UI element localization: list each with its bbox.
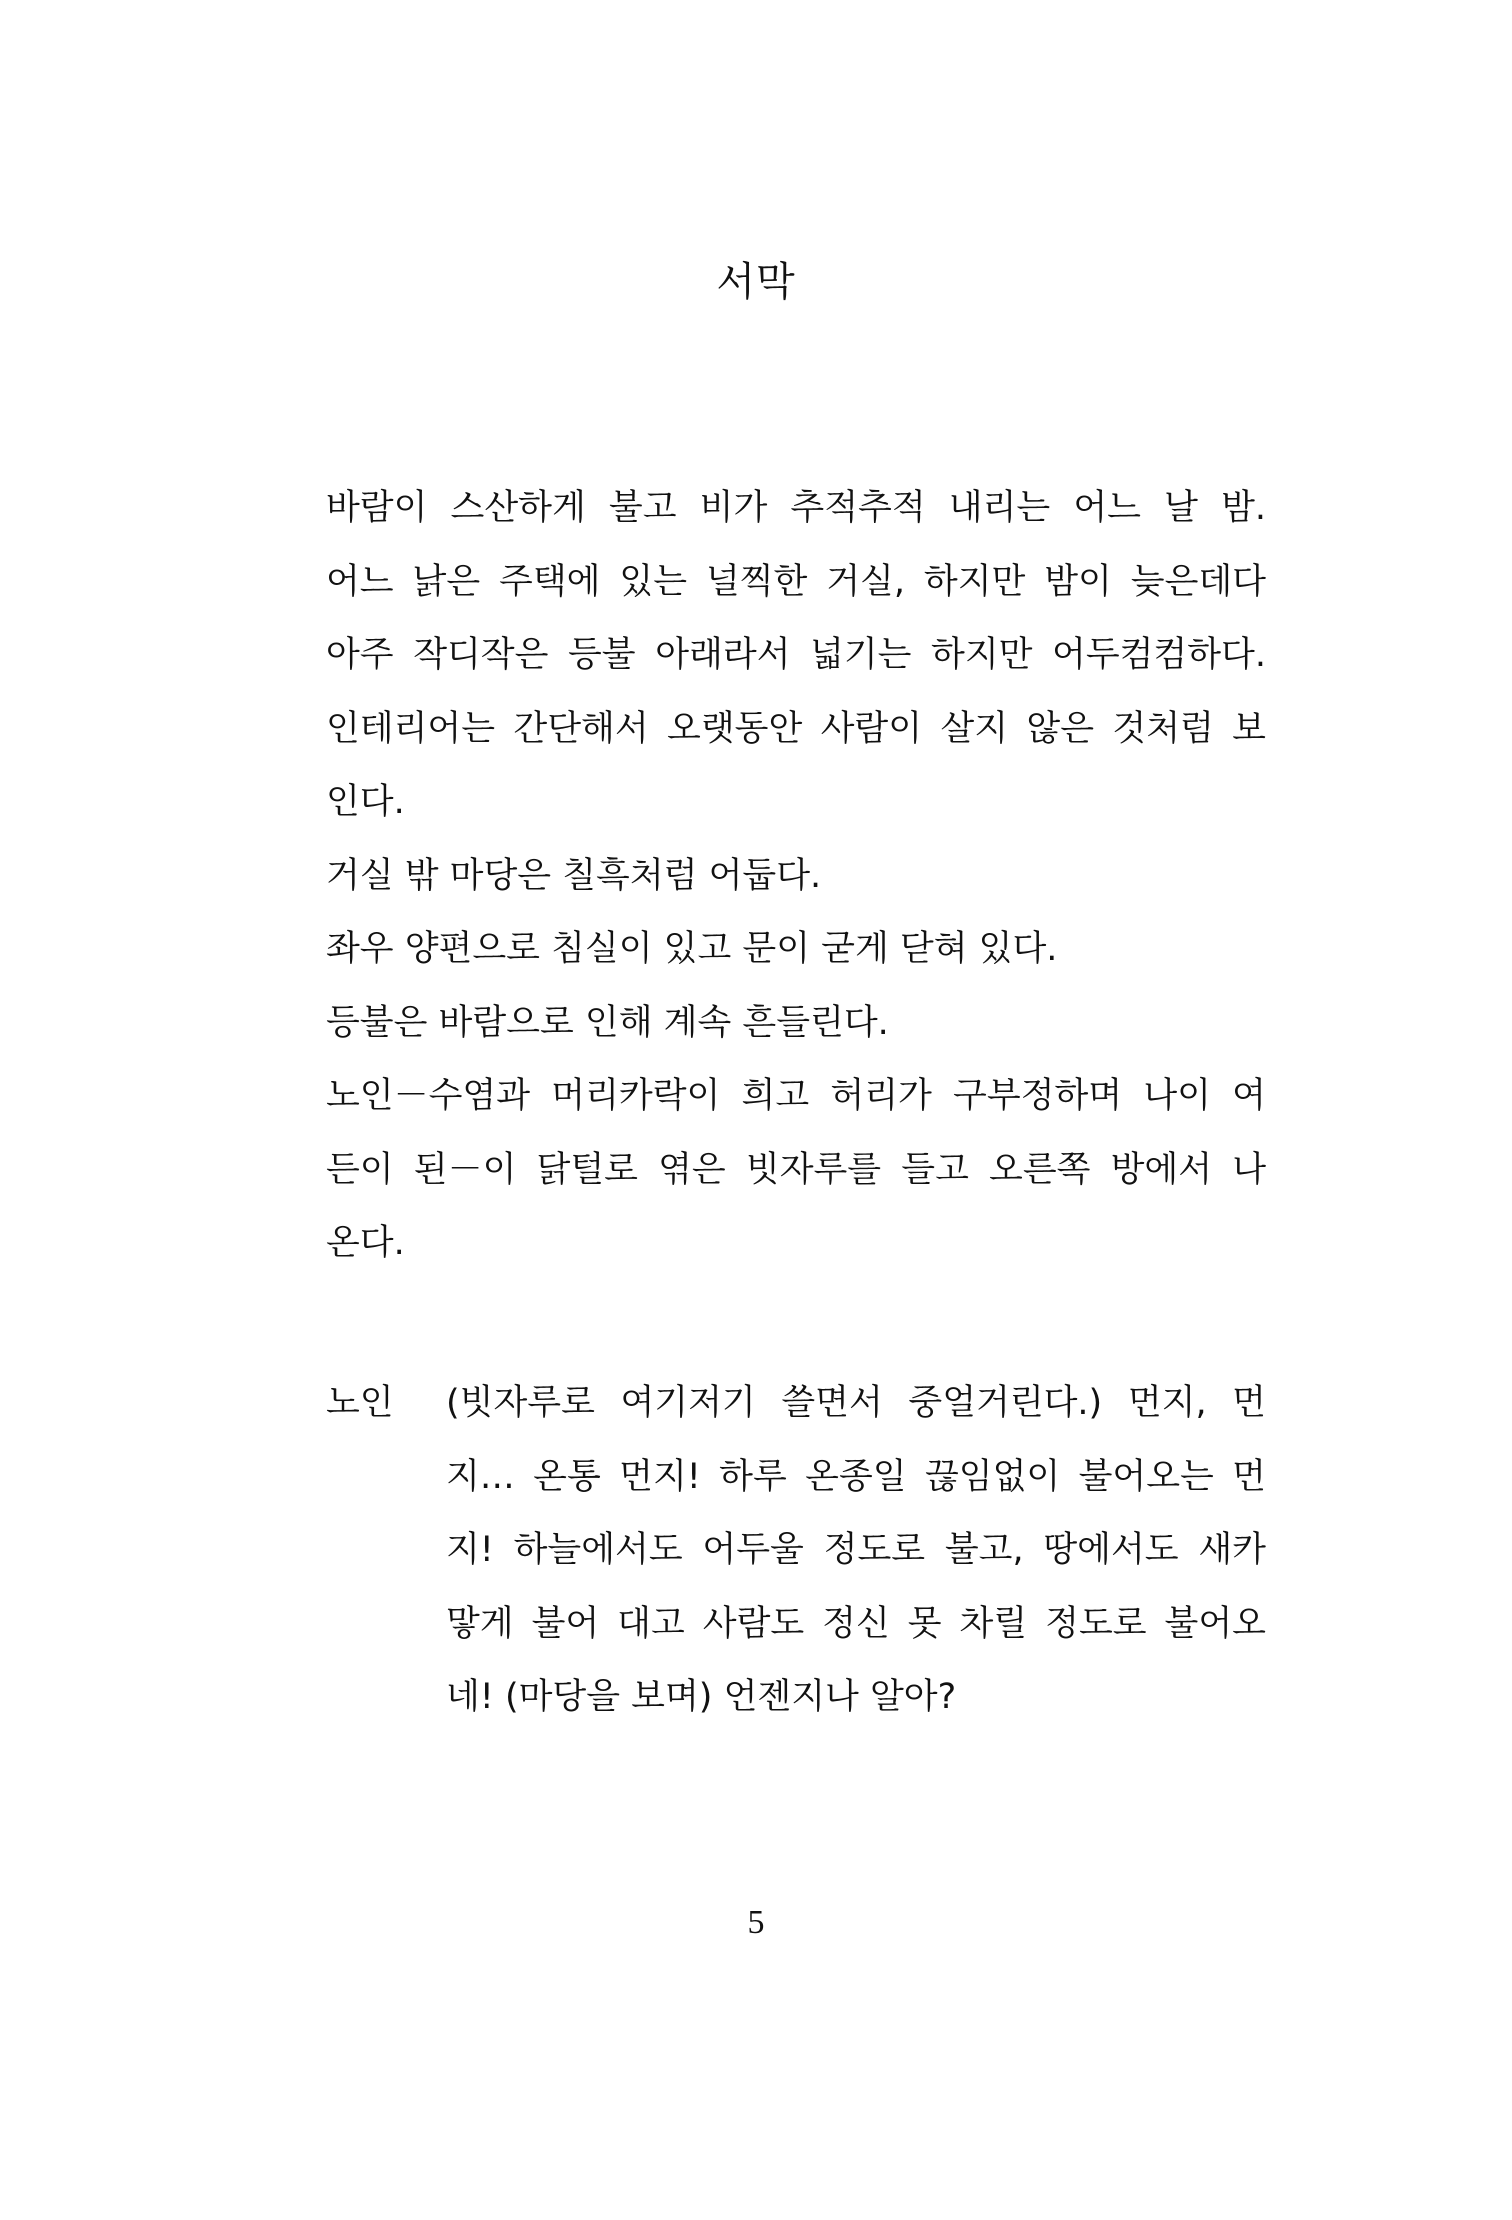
stage-direction-line: 든이 된－이 닭털로 엮은 빗자루를 들고 오른쪽 방에서 나 (326, 1149, 1266, 1190)
stage-direction-line: 바람이 스산하게 불고 비가 추적추적 내리는 어느 날 밤. (326, 488, 1266, 528)
page-number: 5 (747, 1904, 765, 1941)
stage-direction-line: 인테리어는 간단해서 오랫동안 사람이 살지 않은 것처럼 보 (326, 708, 1266, 749)
speaker-name: 노인 (326, 1383, 394, 1423)
speech-line: 네! (마당을 보며) 언젠지나 알아? (446, 1677, 957, 1717)
page-title: 서막 (716, 259, 796, 305)
stage-direction-line: 인다. (326, 782, 405, 822)
speech-line: 맣게 불어 대고 사람도 정신 못 차릴 정도로 불어오 (446, 1603, 1266, 1644)
speech-line: 지… 온통 먼지! 하루 온종일 끊임없이 불어오는 먼 (446, 1456, 1266, 1497)
stage-direction-line: 좌우 양편으로 침실이 있고 문이 굳게 닫혀 있다. (326, 929, 1058, 969)
stage-directions (326, 472, 1266, 1281)
stage-direction-line: 등불은 바람으로 인해 계속 흔들린다. (326, 1002, 889, 1043)
stage-direction-line: 온다. (326, 1223, 405, 1263)
speech-line: 지! 하늘에서도 어두울 정도로 불고, 땅에서도 새카 (446, 1530, 1266, 1570)
stage-direction-line: 거실 밖 마당은 칠흑처럼 어둡다. (326, 855, 822, 896)
stage-direction-line: 어느 낡은 주택에 있는 널찍한 거실, 하지만 밤이 늦은데다 (326, 561, 1266, 602)
speech-line: (빗자루로 여기저기 쓸면서 중얼거린다.) 먼지, 먼 (446, 1383, 1266, 1423)
speech-text (446, 1367, 1266, 1735)
stage-direction-line: 노인－수염과 머리카락이 희고 허리가 구부정하며 나이 여 (326, 1076, 1266, 1116)
stage-direction-line: 아주 작디작은 등불 아래라서 넓기는 하지만 어두컴컴하다. (326, 635, 1266, 675)
